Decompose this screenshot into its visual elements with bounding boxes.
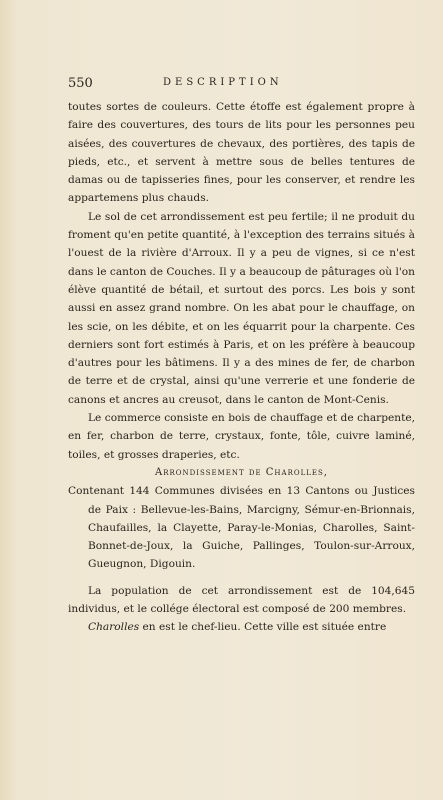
running-title: DESCRIPTION <box>163 77 283 88</box>
paragraph-charolles <box>68 618 415 636</box>
charolles-rest: en est le chef-lieu. Cette ville est située entre <box>139 621 387 634</box>
paragraph-continued: toutes sortes de couleurs. Cette étoffe est également propre à faire des couvertures, des tours de lits pour les personnes peu aisées, des couvertures de chevaux, des portières, des tapis de pieds, etc., et servent à mettre sous de belles tentures de damas ou de tapisseries fines, pour les conserver, et rendre les appartemens plus chauds. <box>68 101 415 205</box>
charolles-word: Charolles <box>88 621 140 634</box>
paragraph-soil: Le sol de cet arrondissement est peu fertile; il ne produit du froment qu'en petite quantité, à l'exception des terrains situés à l'ouest de la rivière d'Arroux. Il y a peu de vignes, si ce n'est dans le canton de Couches. Il y a beaucoup de pâturages où l'on élève quantité de bétail, et surtout des porcs. Les bois y sont aussi en assez grand nombre. On les abat pour le chauffage, on les scie, on les débite, et on les équarrit pour la charpente. Ces derniers sont fort estimés à Paris, et on les préfère à beaucoup d'autres pour les bâtimens. Il y a des mines de fer, de charbon de terre et de crystal, ainsi qu'une verrerie et une fonderie de canons et ancres au creusot, dans le canton de Mont-Cenis. <box>68 210 415 406</box>
page-number: 550 <box>68 76 93 91</box>
paragraph-commerce: Le commerce consiste en bois de chauffage et de charpente, en fer, charbon de terre, crystaux, fonte, tôle, cuivre laminé, toiles, et grosses draperies, etc. <box>68 412 415 461</box>
paragraph-population: La population de cet arrondissement est de 104,645 individus, et le collége électoral est composé de 200 membres. <box>68 584 415 616</box>
page-body <box>68 98 415 637</box>
section-heading: Arrondissement de Charolles, <box>155 466 328 478</box>
paragraph-communes: Contenant 144 Communes divisées en 13 Cantons ou Justices de Paix : Bellevue-les-Bains, Marcigny, Sémur-en-Brionnais, Chaufailles, la Clayette, Paray-le-Monias, Charolles, Saint-Bonnet-de-Joux, la Guiche, Pallinges, Toulon-sur-Arroux, Gueugnon, Digouin. <box>68 485 415 571</box>
